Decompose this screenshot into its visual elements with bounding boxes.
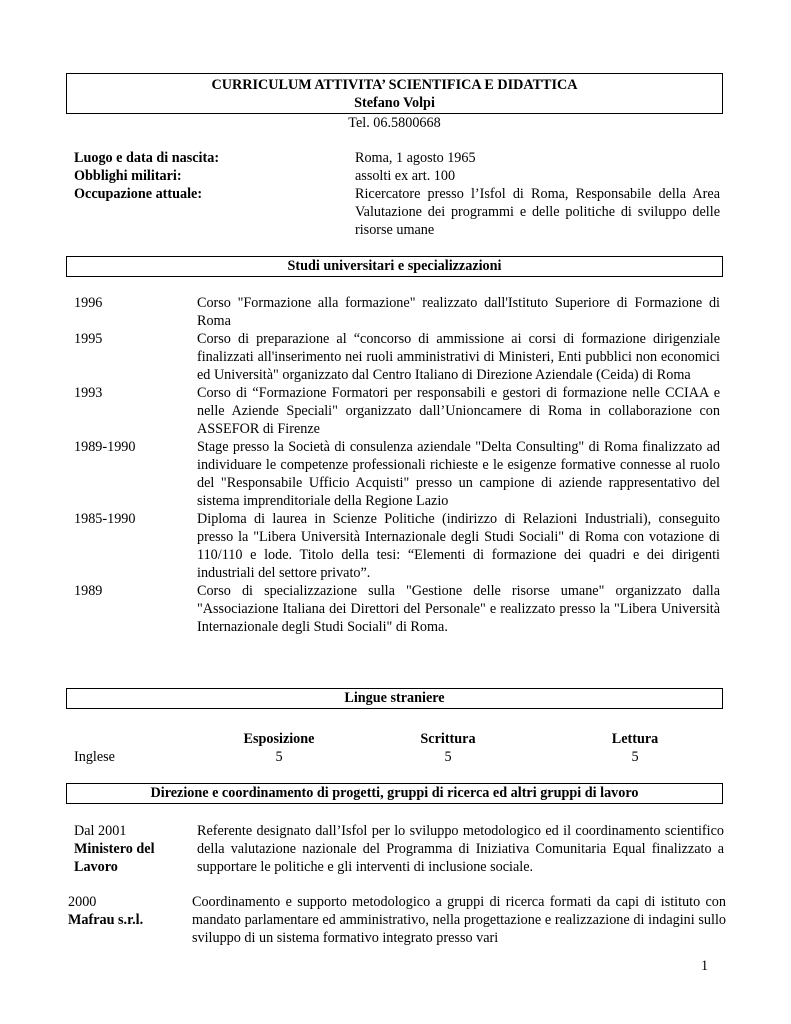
personal-value: Roma, 1 agosto 1965 bbox=[355, 150, 476, 166]
study-year: 1995 bbox=[74, 331, 103, 347]
project-meta bbox=[74, 822, 197, 876]
languages-table bbox=[74, 730, 724, 766]
study-text: Corso "Formazione alla formazione" realizzato dall'Istituto Superiore di Formazione di Roma bbox=[197, 295, 720, 329]
study-text: Corso di “Formazione Formatori per responsabili e gestori di formazione nelle CCIAA e nelle Aziende Speciali" organizzato dall’Unioncamere di Roma in collaborazione con ASSEFOR di Firenze bbox=[197, 385, 720, 437]
project-date: 2000 bbox=[68, 894, 97, 910]
studies-list bbox=[74, 294, 720, 636]
column-header: Scrittura bbox=[420, 731, 476, 747]
personal-label: Occupazione attuale: bbox=[74, 186, 203, 202]
project-date: Dal 2001 bbox=[74, 823, 127, 839]
language-name: Inglese bbox=[74, 749, 115, 765]
study-text: Corso di preparazione al “concorso di ammissione ai corsi di formazione dirigenziale finalizzati all'inserimento nei ruoli amministrativi di Ministeri, Enti pubblici non economici ed Università" organizzato dal Centro Italiano di Direzione Aziendale (Ceida) di Roma bbox=[197, 331, 720, 383]
personal-label: Luogo e data di nascita: bbox=[74, 150, 220, 166]
study-text: Corso di specializzazione sulla "Gestione delle risorse umane" organizzato dalla "Associazione Italiana dei Direttori del Personale" e realizzato presso la "Libera Università Internazionale degli Studi Sociali" di Roma. bbox=[197, 583, 720, 635]
personal-value: Ricercatore presso l’Isfol di Roma, Responsabile della Area Valutazione dei programmi e delle politiche di sviluppo delle risorse umane bbox=[355, 186, 720, 238]
language-score: 5 bbox=[631, 749, 639, 765]
language-row bbox=[74, 748, 724, 766]
language-score: 5 bbox=[444, 749, 452, 765]
study-year: 1985-1990 bbox=[74, 511, 136, 527]
study-item bbox=[74, 510, 720, 582]
personal-row bbox=[74, 185, 724, 239]
personal-info bbox=[74, 149, 724, 239]
project-meta bbox=[68, 893, 192, 947]
cv-name: Stefano Volpi bbox=[354, 95, 435, 111]
project-text: Referente designato dall’Isfol per lo sviluppo metodologico ed il coordinamento scientifico della valutazione nazionale del Programma di Iniziativa Comunitaria Equal finalizzato a supportare le politiche e gli interventi di inclusione sociale. bbox=[197, 823, 724, 875]
project-item bbox=[68, 893, 726, 947]
study-text: Stage presso la Società di consulenza aziendale "Delta Consulting" di Roma finalizzato ad individuare le competenze professionali richieste e le esigenze formative connesse al ruolo del "Responsabile Ufficio Acquisti" presso un campione di aziende rappresentativo del sistema imprenditoriale della Regione Lazio bbox=[197, 439, 720, 509]
personal-value: assolti ex art. 100 bbox=[355, 168, 456, 184]
study-year: 1993 bbox=[74, 385, 103, 401]
project-org: Mafrau s.r.l. bbox=[68, 912, 144, 928]
personal-label: Obblighi militari: bbox=[74, 168, 182, 184]
study-text: Diploma di laurea in Scienze Politiche (indirizzo di Relazioni Industriali), conseguito presso la "Libera Università Internazionale degli Studi Sociali" di Roma con votazione di 110/110 e lode. Titolo della tesi: “Elementi di formazione dei quadri e dei dirigenti industriali del settore privato”. bbox=[197, 511, 720, 581]
study-year: 1996 bbox=[74, 295, 103, 311]
study-item bbox=[74, 384, 720, 438]
page-number: 1 bbox=[701, 958, 709, 974]
cv-phone: Tel. 06.5800668 bbox=[348, 115, 441, 131]
column-header: Lettura bbox=[611, 731, 659, 747]
column-header: Esposizione bbox=[243, 731, 315, 747]
study-item bbox=[74, 294, 720, 330]
study-item bbox=[74, 582, 720, 636]
languages-header-row bbox=[74, 730, 724, 748]
languages-heading: Lingue straniere bbox=[66, 688, 723, 709]
project-text: Coordinamento e supporto metodologico a gruppi di ricerca formati da capi di istituto con mandato parlamentare ed amministrativo, nella progettazione e realizzazione di indagini sullo sviluppo di un sistema formativo integrato presso vari bbox=[192, 894, 726, 946]
study-item bbox=[74, 330, 720, 384]
study-year: 1989 bbox=[74, 583, 103, 599]
languages-corner bbox=[74, 730, 194, 748]
personal-row bbox=[74, 149, 724, 167]
study-item bbox=[74, 438, 720, 510]
language-score: 5 bbox=[275, 749, 283, 765]
personal-row bbox=[74, 167, 724, 185]
study-year: 1989-1990 bbox=[74, 439, 136, 455]
projects-heading: Direzione e coordinamento di progetti, gruppi di ricerca ed altri gruppi di lavoro bbox=[66, 783, 723, 804]
cv-title: CURRICULUM ATTIVITA’ SCIENTIFICA E DIDATTICA bbox=[211, 77, 578, 93]
project-row bbox=[68, 893, 726, 947]
studies-heading: Studi universitari e specializzazioni bbox=[66, 256, 723, 277]
project-org: Ministero del Lavoro bbox=[74, 841, 155, 875]
cv-title-box bbox=[66, 73, 723, 114]
project-row bbox=[74, 822, 724, 876]
project-item bbox=[74, 822, 724, 876]
